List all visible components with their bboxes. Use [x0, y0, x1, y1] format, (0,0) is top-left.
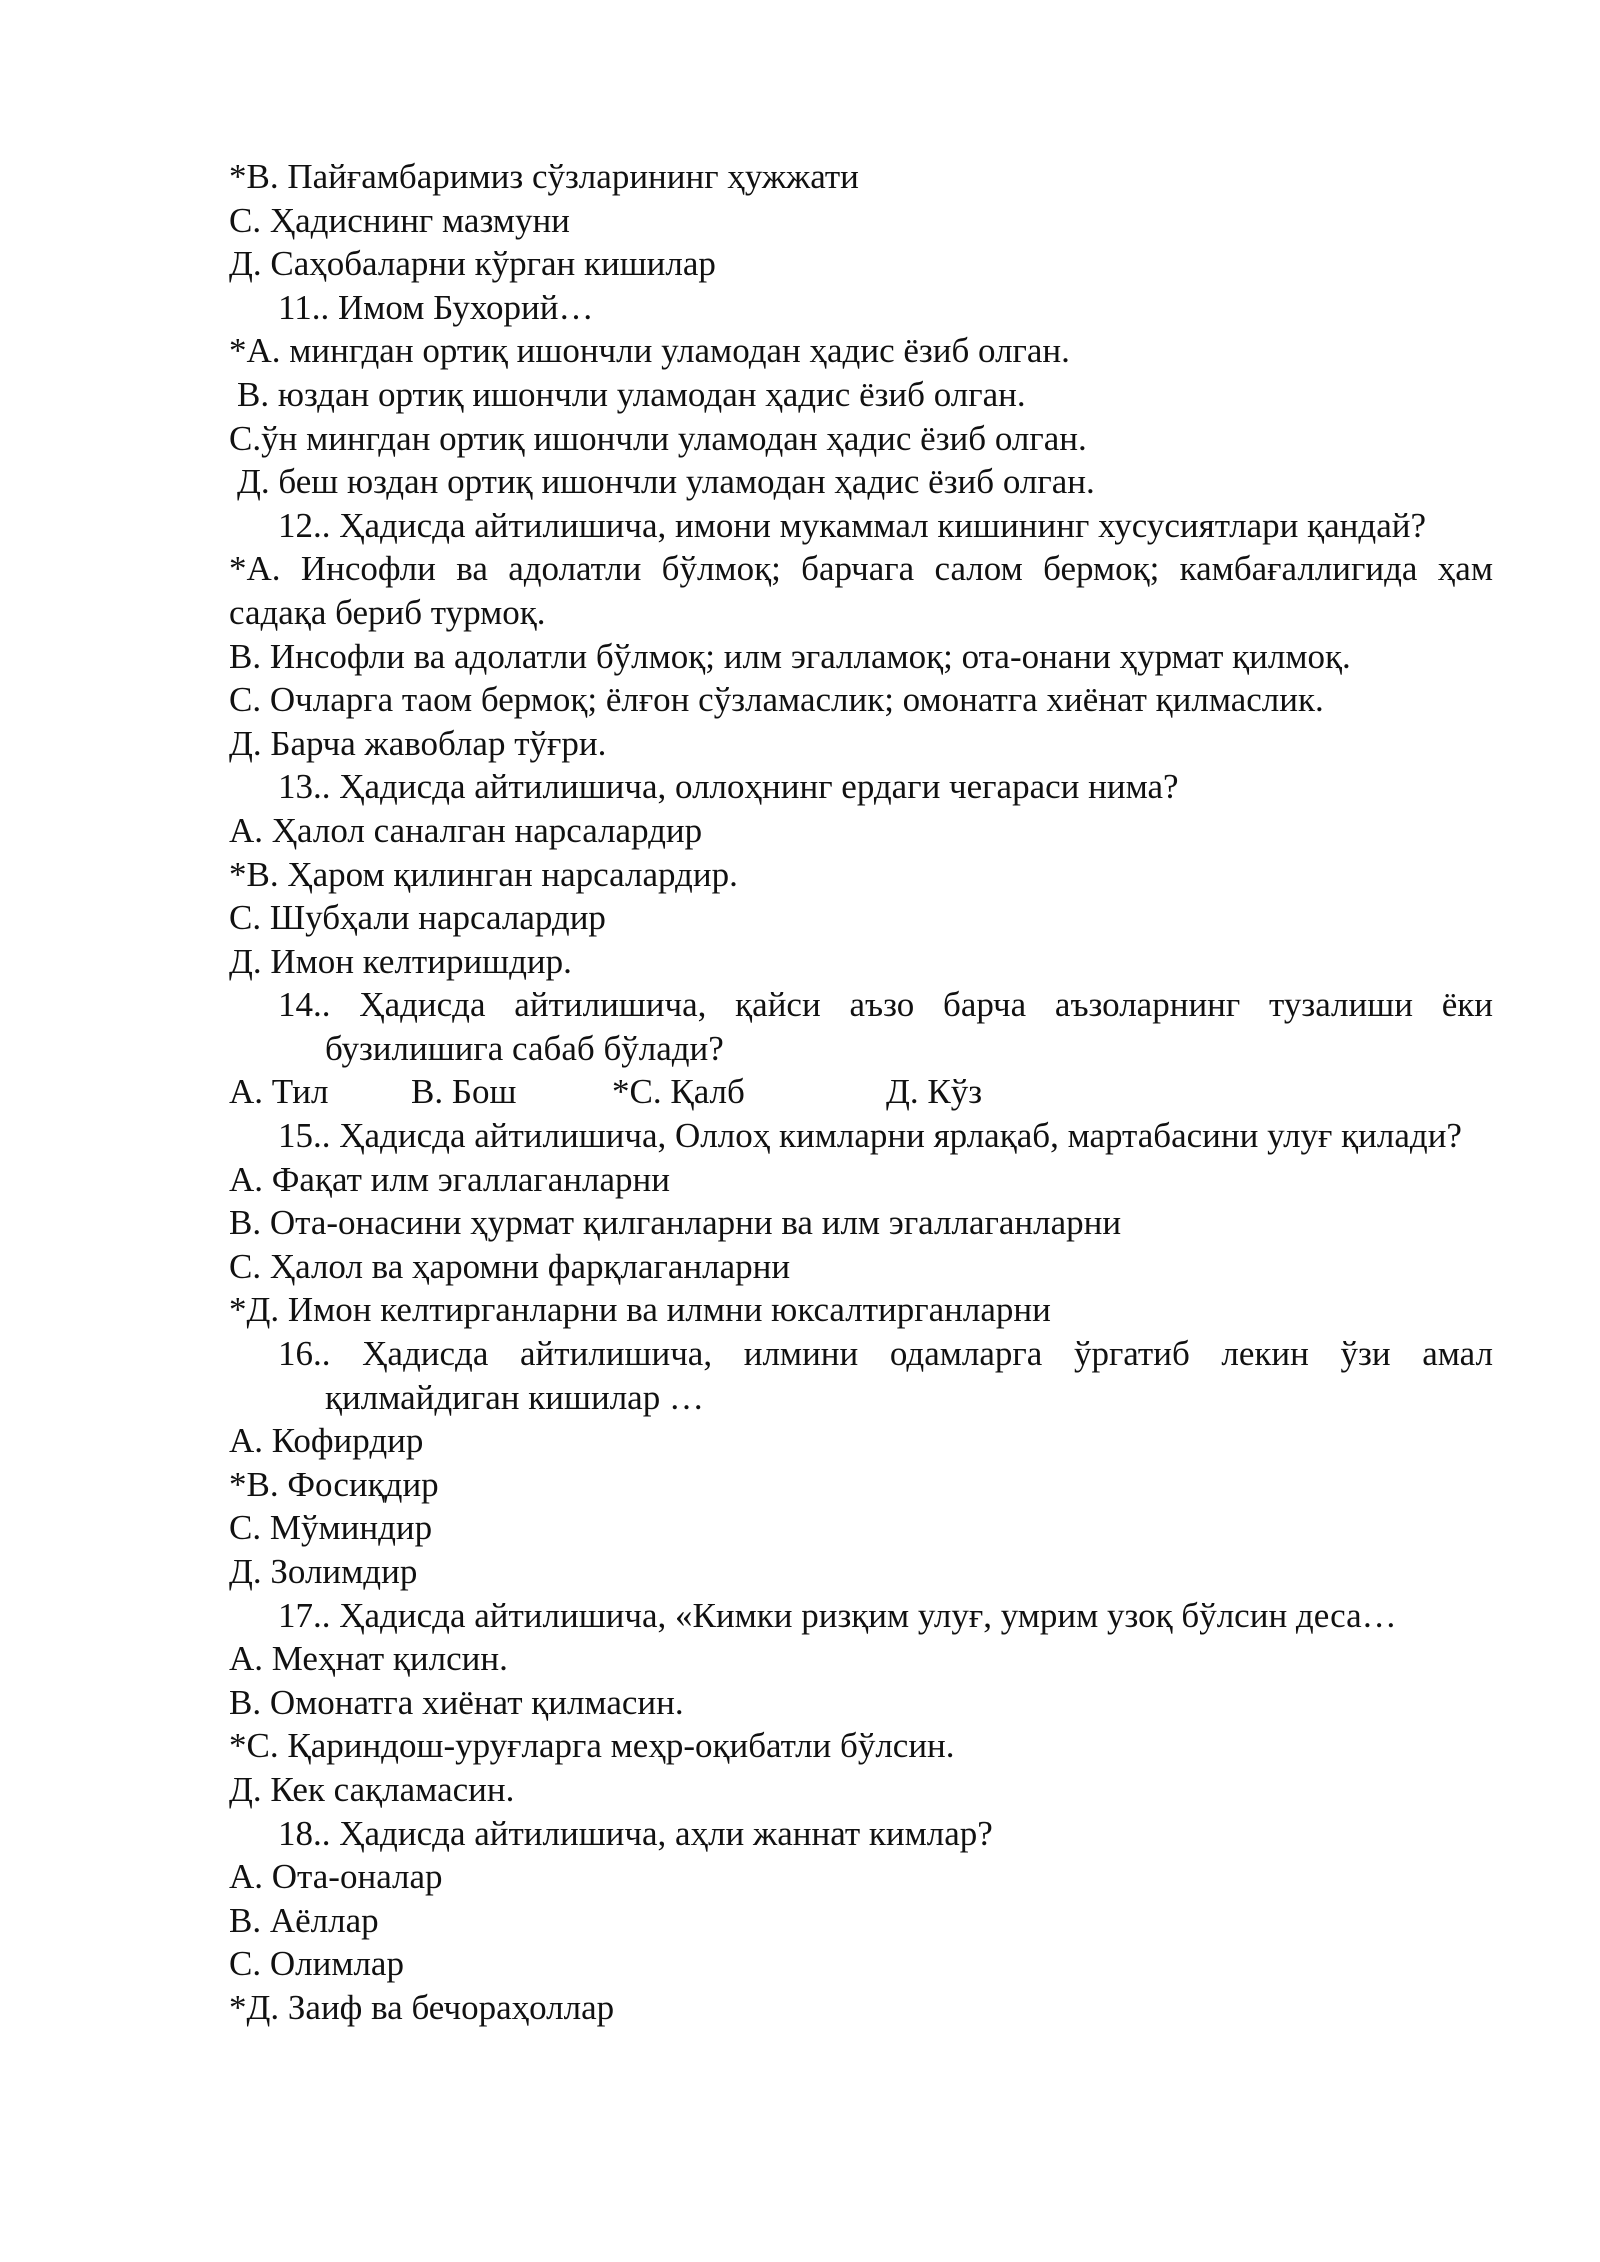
answer-option: *В. Пайғамбаримиз сўзларининг ҳужжати	[229, 157, 859, 196]
question-12: 12.. Ҳадисда айтилишича, имони мукаммал кишининг хусусиятлари қандай?	[278, 505, 1426, 545]
question-16: 16.. Ҳадисда айтилишича, илмини одамларга ўргатиб лекин ўзи амал қилмайдиган кишилар …	[278, 1334, 1493, 1417]
test-content	[229, 155, 1493, 2030]
answer-option: *С. Қариндош-уруғларга меҳр-оқибатли бўлсин.	[229, 1726, 955, 1766]
answer-option: А. Кофирдир	[229, 1421, 424, 1461]
answer-option: Д. Золимдир	[229, 1552, 418, 1591]
answer-option: В. Инсофли ва адолатли бўлмоқ; илм эгалламоқ; ота-онани ҳурмат қилмоқ.	[229, 636, 1351, 676]
question-14: 14.. Ҳадисда айтилишича, қайси аъзо барча аъзоларнинг тузалиши ёки бузилишига сабаб бўлади?	[278, 985, 1493, 1068]
answer-option: А. Ота-оналар	[229, 1857, 443, 1897]
answer-option: В. Бош	[411, 1072, 517, 1112]
answer-option: Д. Барча жавоблар тўғри.	[229, 723, 607, 763]
question-15: 15.. Ҳадисда айтилишича, Оллоҳ кимларни ярлақаб, мартабасини улуғ қилади?	[278, 1116, 1462, 1156]
answer-option: А. Фақат илм эгаллаганларни	[229, 1159, 671, 1199]
question-18: 18.. Ҳадисда айтилишича, аҳли жаннат кимлар?	[278, 1813, 993, 1853]
answer-option: Д. Саҳобаларни кўрган кишилар	[229, 244, 716, 284]
answer-option: С. Ҳадиснинг мазмуни	[229, 200, 570, 240]
answer-option: В. юздан ортиқ ишончли уламодан ҳадис ёзиб олган.	[237, 374, 1026, 414]
answer-option: Д. беш юздан ортиқ ишончли уламодан ҳадис ёзиб олган.	[237, 462, 1095, 502]
answer-option: С. Ҳалол ва ҳаромни фарқлаганларни	[229, 1246, 791, 1286]
answer-option: В. Омонатга хиёнат қилмасин.	[229, 1682, 684, 1722]
answer-option: С. Шубҳали нарсалардир	[229, 898, 606, 938]
answer-option: А. Ҳалол саналган нарсалардир	[229, 810, 703, 850]
answer-option: Д. Имон келтиришдир.	[229, 941, 572, 981]
answer-option: *Д. Заиф ва бечораҳоллар	[229, 1987, 615, 2027]
answer-option: В. Аёллар	[229, 1900, 379, 1940]
answer-option: Д. Кек сақламасин.	[229, 1769, 515, 1809]
answer-option: С. Олимлар	[229, 1944, 404, 1984]
answer-option: *А. мингдан ортиқ ишончли уламодан ҳадис ёзиб олган.	[229, 331, 1070, 371]
answer-options-row	[229, 1070, 1493, 1114]
answer-option: С.ўн мингдан ортиқ ишончли уламодан ҳадис ёзиб олган.	[229, 418, 1087, 458]
question-17: 17.. Ҳадисда айтилишича, «Кимки ризқим улуғ, умрим узоқ бўлсин деса…	[278, 1595, 1397, 1635]
answer-option: С. Мўминдир	[229, 1508, 433, 1548]
answer-option: А. Меҳнат қилсин.	[229, 1639, 508, 1679]
answer-option: *С. Қалб	[612, 1072, 745, 1112]
answer-option: А. Тил	[229, 1072, 329, 1112]
question-13: 13.. Ҳадисда айтилишича, оллоҳнинг ердаги чегараси нима?	[278, 767, 1179, 807]
answer-option: *А. Инсофли ва адолатли бўлмоқ; барчага салом бермоқ; камбағаллигида ҳам садақа бериб турмоқ.	[229, 549, 1493, 632]
answer-option: *В. Фосиқдир	[229, 1464, 439, 1504]
answer-option: *В. Ҳаром қилинган нарсалардир.	[229, 854, 738, 894]
answer-option: Д. Кўз	[886, 1072, 983, 1112]
answer-option: *Д. Имон келтирганларни ва илмни юксалтирганларни	[229, 1290, 1051, 1330]
answer-option: С. Очларга таом бермоқ; ёлғон сўзламаслик; омонатга хиёнат қилмаслик.	[229, 680, 1324, 720]
question-11: 11.. Имом Бухорий…	[278, 287, 594, 327]
answer-option: В. Ота-онасини ҳурмат қилганларни ва илм эгаллаганларни	[229, 1203, 1122, 1243]
